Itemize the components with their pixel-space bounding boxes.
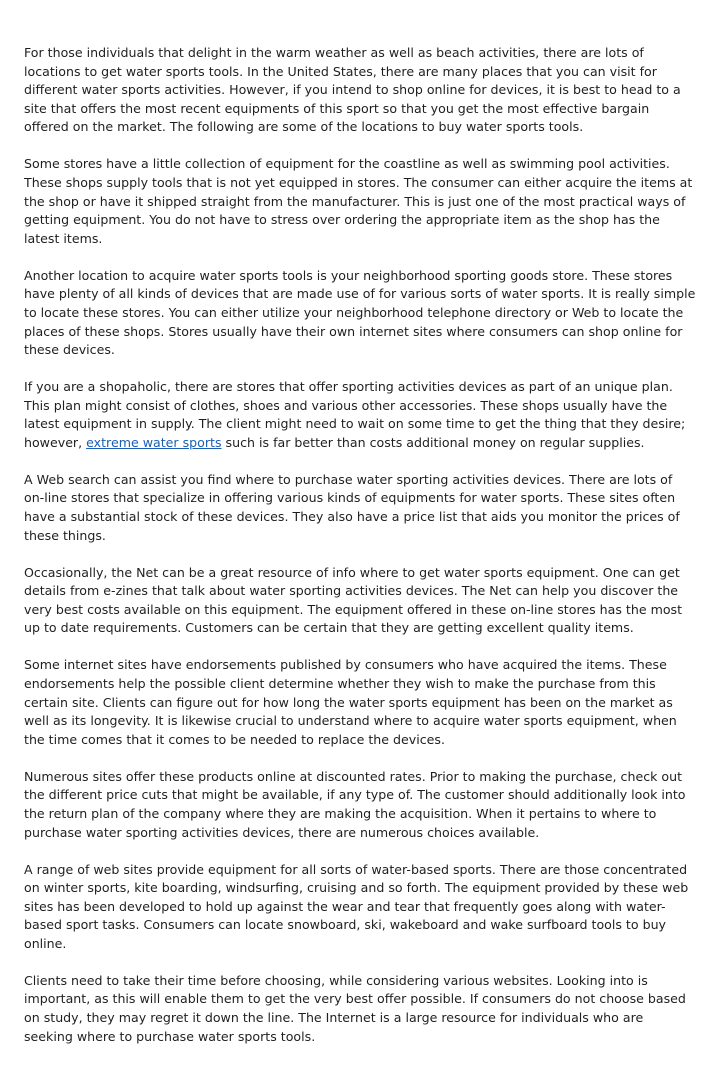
paragraph-9: A range of web sites provide equipment for all sorts of water-based sports. There are those concentrated on winter sports, kite boarding, windsurfing, cruising and so forth. The equipment provided by these web sites has been developed to hold up against the wear and tear that frequently goes along with water-based sport tasks. Consumers can locate snowboard, ski, wakeboard and wake surfboard tools to buy online. xyxy=(24,861,689,951)
paragraph-5: A Web search can assist you find where to purchase water sporting activities devices. There are lots of on-line stores that specialize in offering various kinds of equipments for water sports. These sites often have a substantial stock of these devices. They also have a price list that aids you monitor the prices of these things. xyxy=(24,471,680,543)
paragraph-4-text-before: If you are a shopaholic, there are stores that offer sporting activities devices as part of an unique plan. This plan might consist of clothes, shoes and various other accessories. These shops usually have the latest equipment in supply. The client might need to wait on some time to get the thing that they desire; however, xyxy=(24,379,686,450)
paragraph-6: Occasionally, the Net can be a great resource of info where to get water sports equipment. One can get details from e-zines that talk about water sporting activities devices. The Net can help you discover the very best costs available on this equipment. The equipment offered in these on-line stores has the most up to date requirements. Customers can be certain that they are getting excellent quality items. xyxy=(24,564,683,636)
paragraph-7: Some internet sites have endorsements published by consumers who have acquired the items. These endorsements help the possible client determine whether they wish to make the purchase from this certain site. Clients can figure out for how long the water sports equipment has been on the market as well as its longevity. It is likewise crucial to understand where to acquire water sports equipment, when the time comes that it comes to be needed to replace the devices. xyxy=(24,657,677,747)
paragraph-4 xyxy=(24,378,696,452)
document-body xyxy=(24,44,696,1065)
paragraph-4-text-after: such is far better than costs additional money on regular supplies. xyxy=(221,434,645,450)
extreme-water-sports-link[interactable]: extreme water sports xyxy=(86,434,222,450)
paragraph-1: For those individuals that delight in the warm weather as well as beach activities, there are lots of locations to get water sports tools. In the United States, there are many places that you can visit for different water sports activities. However, if you intend to shop online for devices, it is best to head to a site that offers the most recent equipments of this sport so that you get the most effective bargain offered on the market. The following are some of the locations to buy water sports tools. xyxy=(24,45,681,135)
paragraph-2: Some stores have a little collection of equipment for the coastline as well as swimming pool activities. These shops supply tools that is not yet equipped in stores. The consumer can either acquire the items at the shop or have it shipped straight from the manufacturer. This is just one of the most practical ways of getting equipment. You do not have to stress over ordering the appropriate item as the shop has the latest items. xyxy=(24,156,693,246)
paragraph-8: Numerous sites offer these products online at discounted rates. Prior to making the purchase, check out the different price cuts that might be available, if any type of. The customer should additionally look into the return plan of the company where they are making the acquisition. When it pertains to where to purchase water sporting activities devices, there are numerous choices available. xyxy=(24,768,686,840)
paragraph-3: Another location to acquire water sports tools is your neighborhood sporting goods store. These stores have plenty of all kinds of devices that are made use of for various sorts of water sports. It is really simple to locate these stores. You can either utilize your neighborhood telephone directory or Web to locate the places of these shops. Stores usually have their own internet sites where consumers can shop online for these devices. xyxy=(24,267,696,358)
paragraph-10: Clients need to take their time before choosing, while considering various websites. Looking into is important, as this will enable them to get the very best offer possible. If consumers do not choose based on study, they may regret it down the line. The Internet is a large resource for individuals who are seeking where to purchase water sports tools. xyxy=(24,972,686,1044)
